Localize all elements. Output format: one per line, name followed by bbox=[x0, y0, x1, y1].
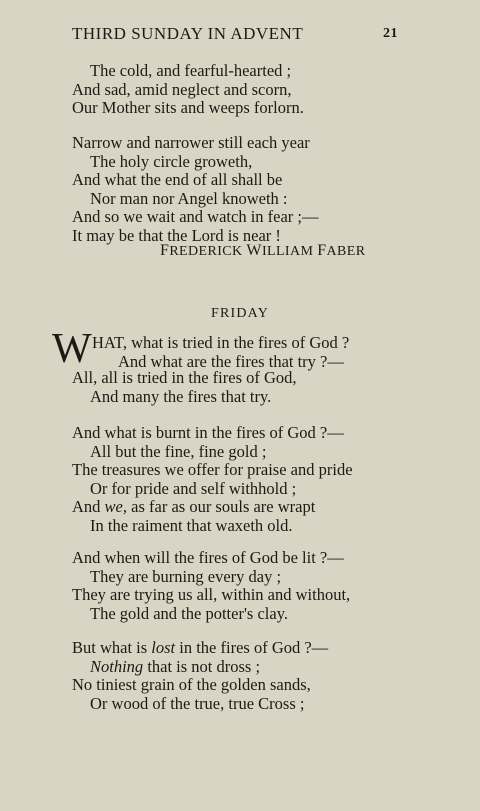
page-number: 21 bbox=[383, 26, 398, 41]
verse-line: All but the fine, fine gold ; bbox=[90, 441, 267, 461]
section-title: FRIDAY bbox=[210, 306, 270, 321]
verse-line: And so we wait and watch in fear ;— bbox=[72, 207, 319, 227]
verse-line: In the raiment that waxeth old. bbox=[90, 515, 293, 535]
poem2-stanza-2 bbox=[72, 424, 353, 536]
poem1-stanza-2 bbox=[72, 134, 319, 246]
poem-attribution: FREDERICK WILLIAM FABER bbox=[160, 242, 366, 259]
verse-line: And sad, amid neglect and scorn, bbox=[72, 79, 292, 99]
poem2-stanza-3 bbox=[72, 549, 350, 623]
verse-line: Or wood of the true, true Cross ; bbox=[90, 693, 305, 713]
verse-line: No tiniest grain of the golden sands, bbox=[72, 675, 311, 695]
poem2-stanza-1-end bbox=[72, 369, 297, 406]
verse-line: They are burning every day ; bbox=[90, 566, 282, 586]
verse-line: And what are the fires that try ?— bbox=[118, 352, 344, 371]
verse-line: They are trying us all, within and without, bbox=[72, 585, 351, 605]
verse-line: The treasures we offer for praise and pride bbox=[72, 460, 353, 480]
verse-line: Nor man nor Angel knoweth : bbox=[90, 188, 288, 208]
verse-line: It may be that the Lord is near ! bbox=[72, 225, 281, 245]
verse-line: Our Mother sits and weeps forlorn. bbox=[72, 98, 304, 118]
verse-line: And many the fires that try. bbox=[90, 386, 272, 406]
verse-line: Or for pride and self withhold ; bbox=[90, 478, 297, 498]
drop-cap: W bbox=[52, 326, 92, 372]
verse-line: And what the end of all shall be bbox=[72, 170, 283, 190]
verse-line-first: HAT, what is tried in the fires of God ? bbox=[92, 333, 350, 352]
poem1-stanza-1 bbox=[72, 62, 304, 118]
verse-line: All, all is tried in the fires of God, bbox=[72, 368, 297, 387]
verse-line: And what is burnt in the fires of God ?— bbox=[72, 423, 344, 442]
verse-line: The holy circle groweth, bbox=[90, 151, 253, 171]
verse-line: Narrow and narrower still each year bbox=[72, 133, 310, 152]
poem2-stanza-4 bbox=[72, 639, 328, 713]
verse-line: The cold, and fearful-hearted ; bbox=[90, 61, 292, 80]
running-title: THIRD SUNDAY IN ADVENT bbox=[72, 24, 304, 43]
verse-line: And we, as far as our souls are wrapt bbox=[72, 497, 316, 517]
verse-line: Nothing that is not dross ; bbox=[90, 656, 261, 676]
verse-line: The gold and the potter's clay. bbox=[90, 603, 289, 623]
verse-line: But what is lost in the fires of God ?— bbox=[72, 638, 329, 657]
verse-line: And when will the fires of God be lit ?— bbox=[72, 548, 344, 567]
